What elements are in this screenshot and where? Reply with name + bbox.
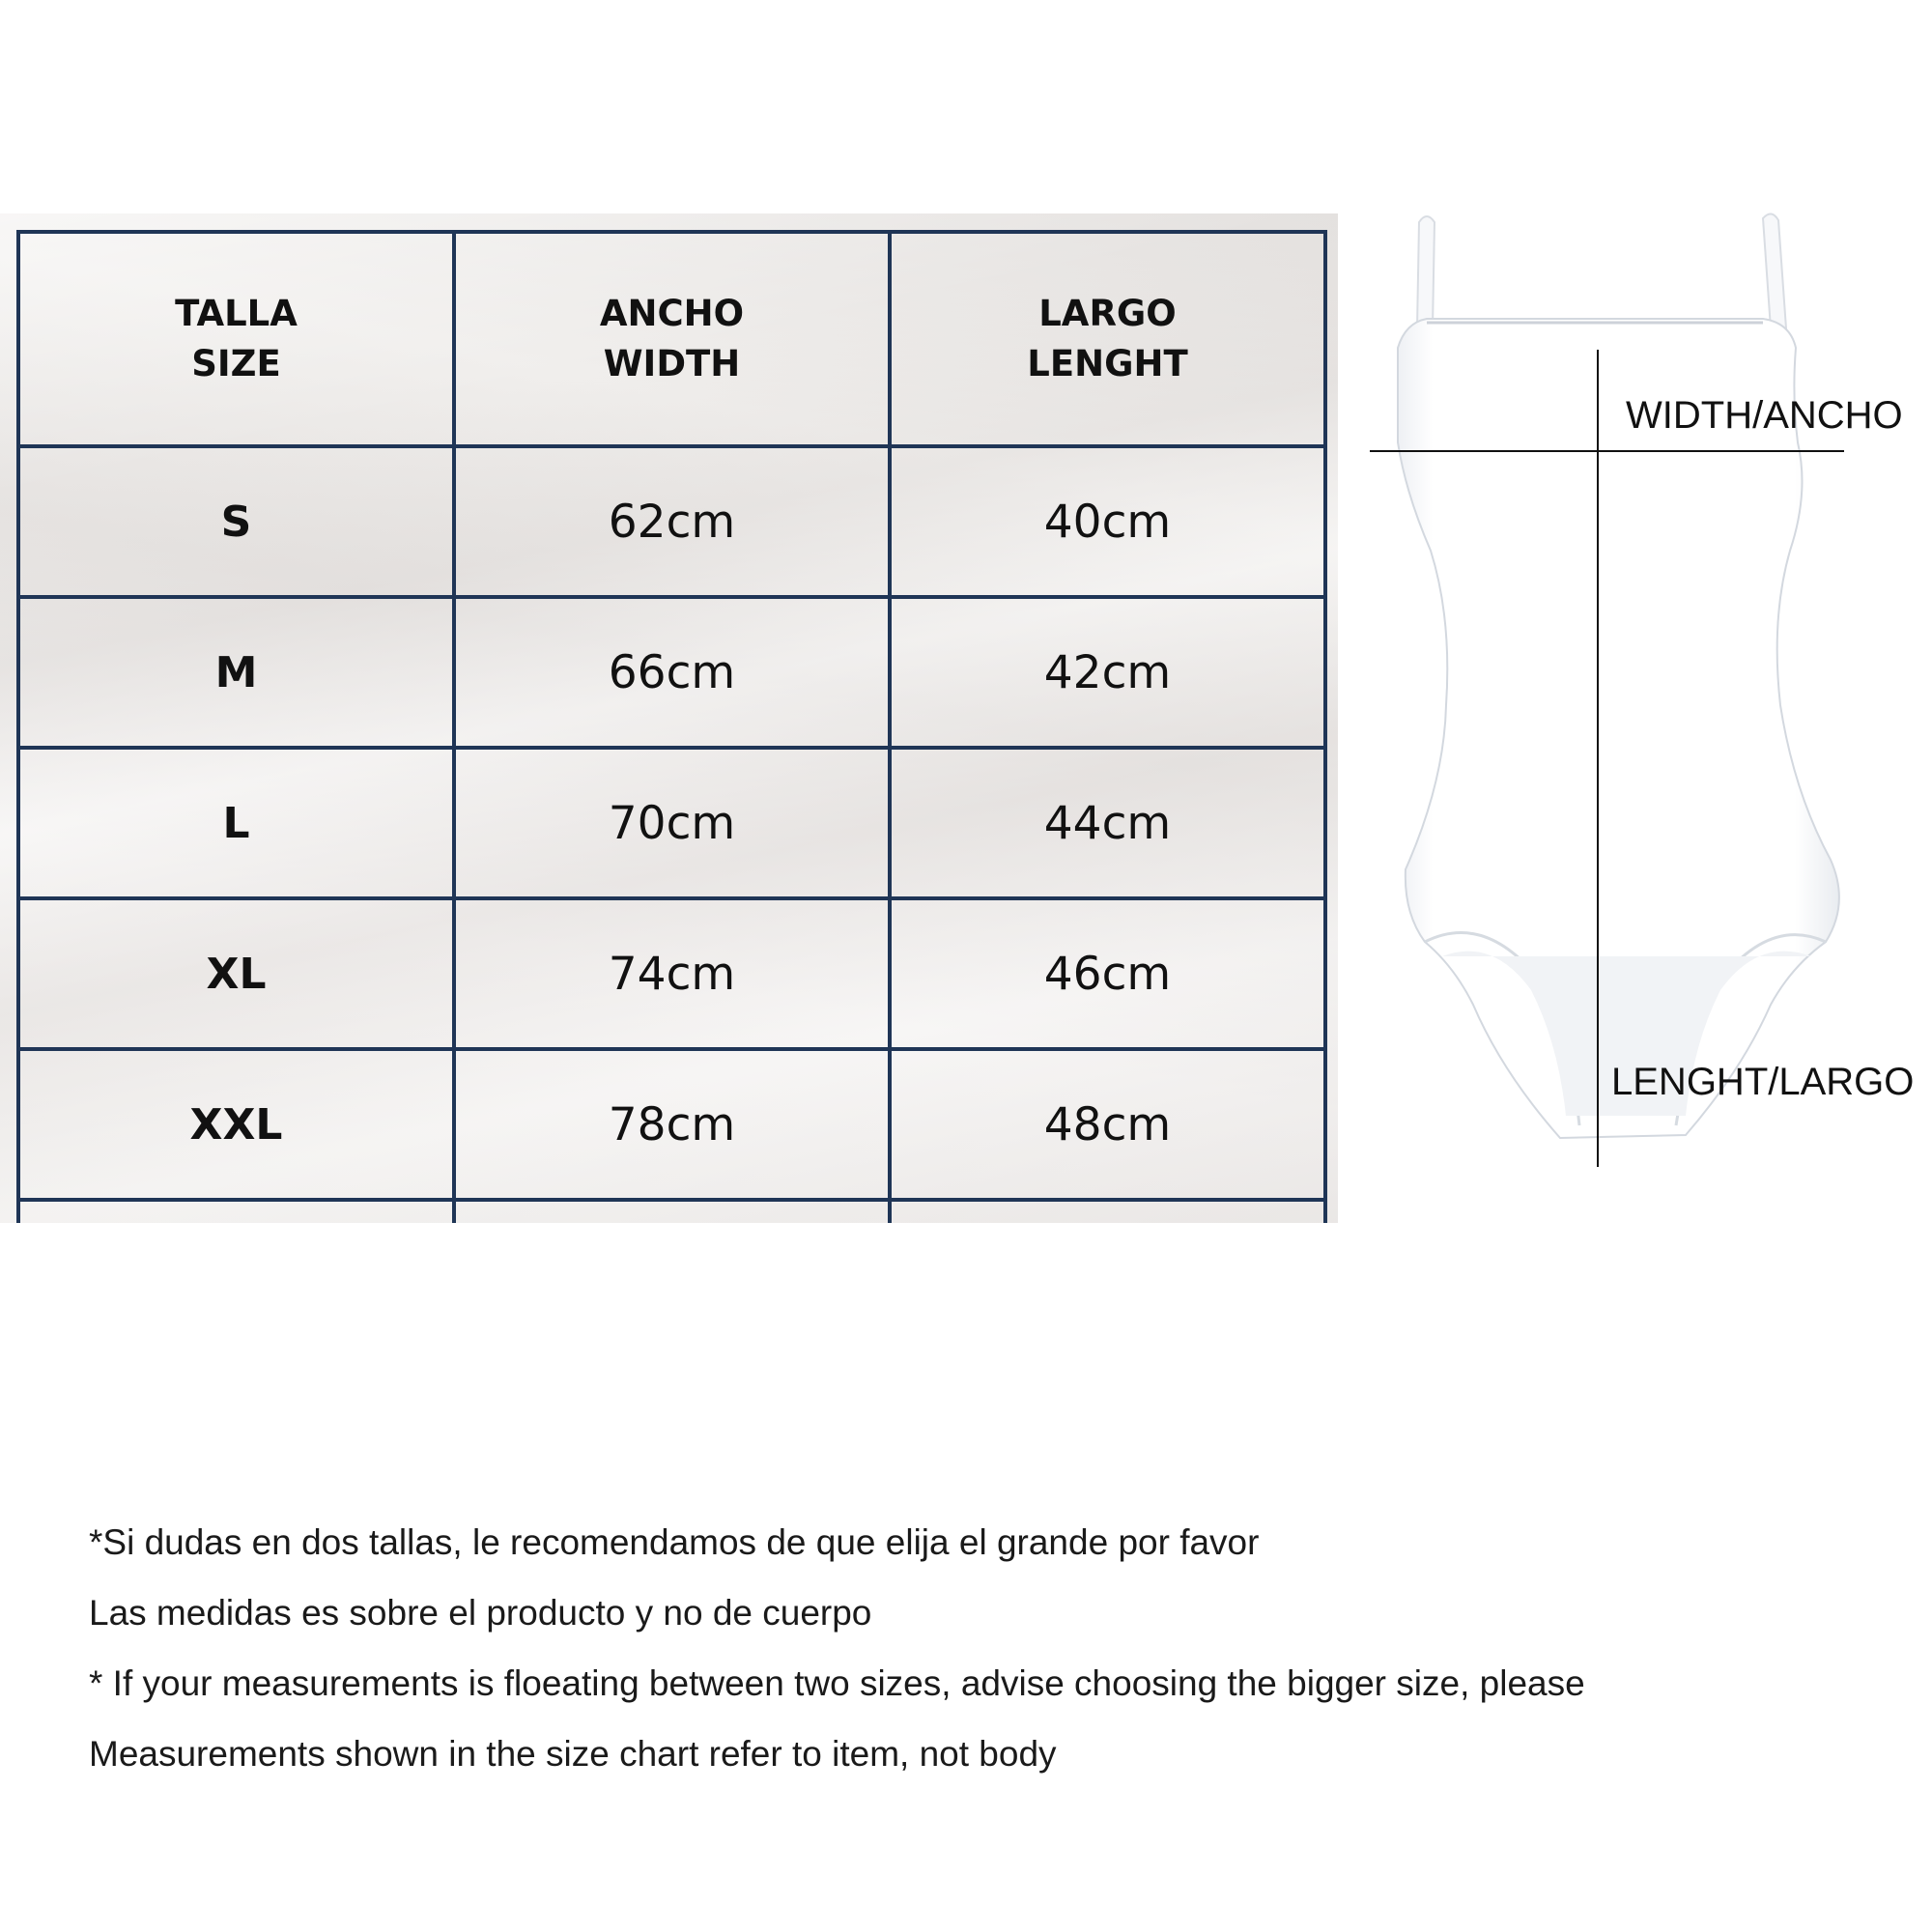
bodysuit-garment: [1398, 213, 1839, 1138]
length-label: LENGHT/LARGO: [1611, 1061, 1915, 1103]
note-line: Las medidas es sobre el producto y no de cuerpo: [89, 1593, 872, 1633]
bodysuit-figure: [1338, 203, 1932, 1179]
table-row-cut: [18, 1200, 1325, 1223]
table-row: [18, 1049, 1325, 1200]
size-notes: [89, 1519, 1585, 1801]
header-length-en: LENGHT: [1027, 343, 1188, 384]
size-chart-panel: [0, 213, 1338, 1223]
table-row: [18, 748, 1325, 898]
width-cell: 62cm: [454, 446, 890, 597]
length-cell: 40cm: [890, 446, 1325, 597]
header-width: [454, 232, 890, 446]
empty-cell: [890, 1200, 1325, 1223]
header-width-es: ANCHO: [599, 293, 745, 334]
length-cell: 42cm: [890, 597, 1325, 748]
size-cell: S: [18, 446, 454, 597]
table-row: [18, 597, 1325, 748]
length-cell: 44cm: [890, 748, 1325, 898]
note-line: *Si dudas en dos tallas, le recomendamos de que elija el grande por favor: [89, 1522, 1260, 1562]
size-cell: XL: [18, 898, 454, 1049]
header-size-es: TALLA: [175, 293, 298, 334]
empty-cell: [454, 1200, 890, 1223]
width-cell: 78cm: [454, 1049, 890, 1200]
width-cell: 66cm: [454, 597, 890, 748]
size-cell: M: [18, 597, 454, 748]
empty-cell: [18, 1200, 454, 1223]
table-row: [18, 446, 1325, 597]
note-line: Measurements shown in the size chart refer to item, not body: [89, 1734, 1057, 1774]
width-label: WIDTH/ANCHO: [1626, 394, 1903, 437]
size-cell: XXL: [18, 1049, 454, 1200]
header-length: [890, 232, 1325, 446]
length-cell: 48cm: [890, 1049, 1325, 1200]
header-length-es: LARGO: [1038, 293, 1177, 334]
length-cell: 46cm: [890, 898, 1325, 1049]
width-cell: 70cm: [454, 748, 890, 898]
header-size-en: SIZE: [191, 343, 281, 384]
table-header-row: [18, 232, 1325, 446]
header-width-en: WIDTH: [603, 343, 741, 384]
header-size: [18, 232, 454, 446]
size-cell: L: [18, 748, 454, 898]
table-row: [18, 898, 1325, 1049]
size-table: [16, 230, 1327, 1223]
width-cell: 74cm: [454, 898, 890, 1049]
note-line: * If your measurements is floeating between two sizes, advise choosing the bigger size, please: [89, 1663, 1585, 1703]
